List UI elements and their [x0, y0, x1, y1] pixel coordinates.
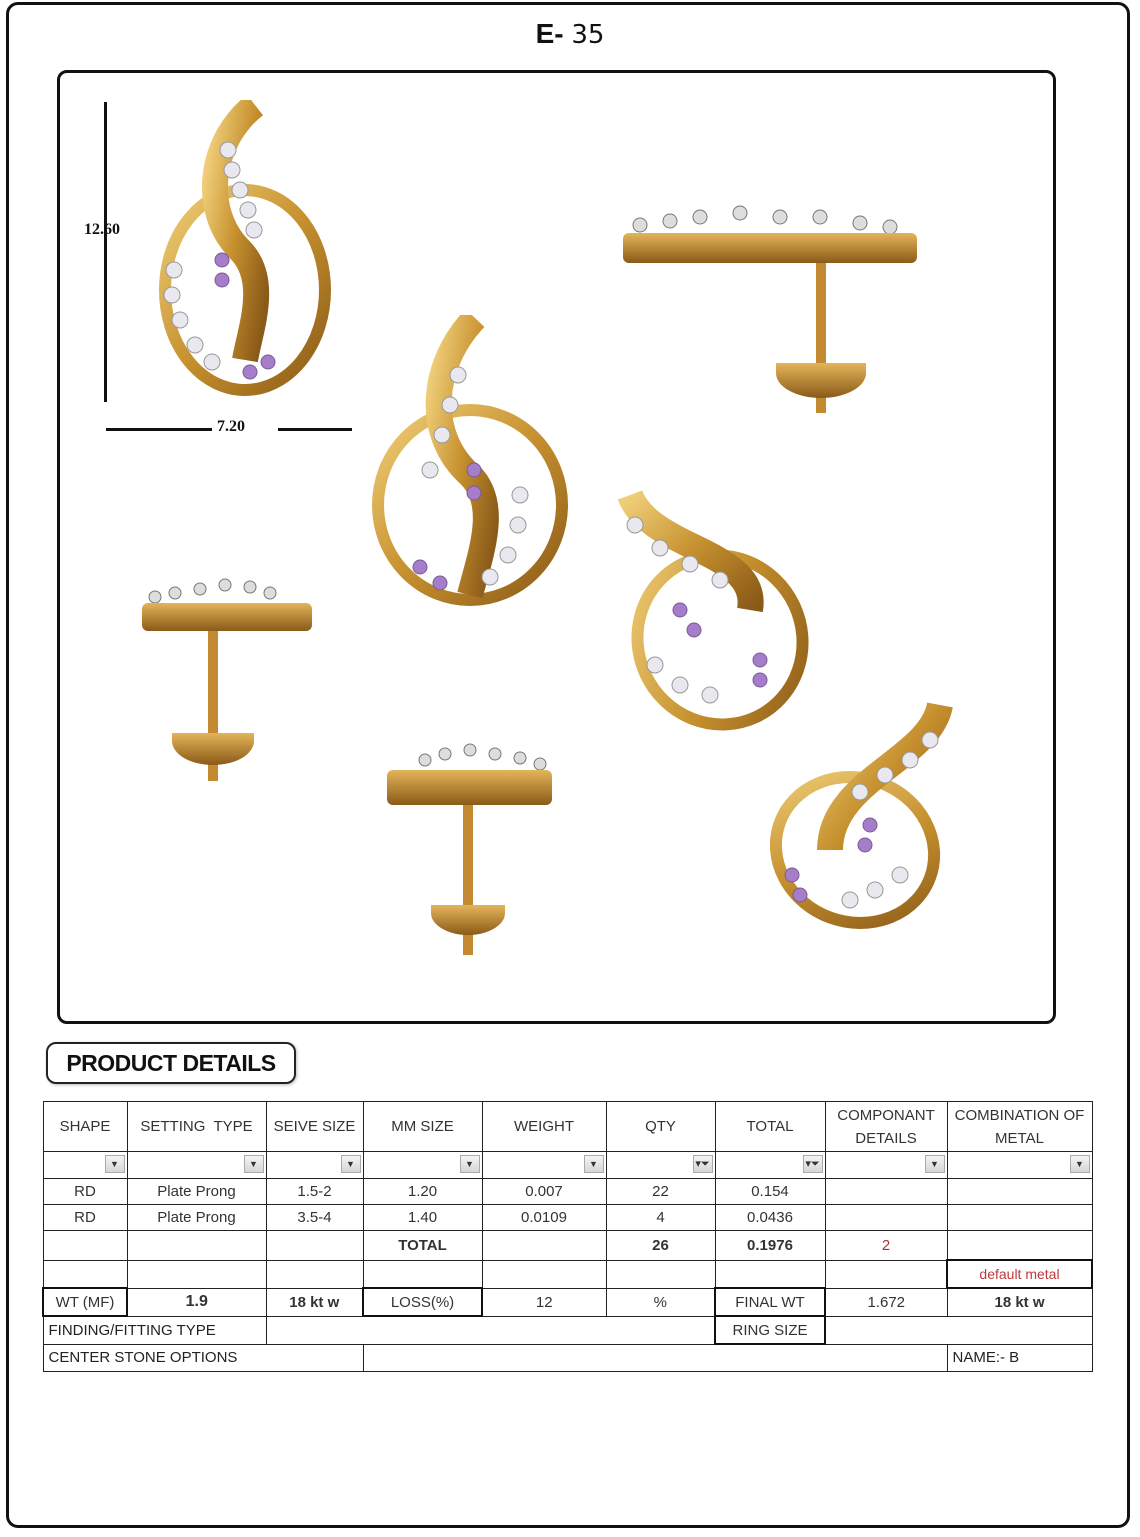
finding-fitting-value — [266, 1316, 715, 1344]
percent-sign: % — [606, 1288, 715, 1316]
loss-value: 12 — [482, 1288, 606, 1316]
earring-side-view-left-image — [140, 575, 315, 785]
filter-cell-metal — [947, 1152, 1092, 1179]
empty-cell — [715, 1260, 825, 1288]
cell-weight: 0.007 — [482, 1179, 606, 1205]
cell-shape: RD — [43, 1179, 127, 1205]
header-mm-size: MM SIZE — [363, 1102, 482, 1152]
name-label: NAME:- B — [947, 1344, 1092, 1372]
wt-mf-label: WT (MF) — [43, 1288, 127, 1316]
header-qty: QTY — [606, 1102, 715, 1152]
dropdown-arrow-icon[interactable]: ▼ — [1070, 1155, 1090, 1173]
center-stone-value — [363, 1344, 947, 1372]
empty-cell — [482, 1231, 606, 1261]
empty-cell — [482, 1260, 606, 1288]
design-code-title — [0, 18, 1140, 50]
dropdown-arrow-icon[interactable]: ▼ — [925, 1155, 945, 1173]
empty-cell — [266, 1260, 363, 1288]
filter-cell-shape — [43, 1152, 127, 1179]
ring-size-value — [825, 1316, 1092, 1344]
filter-cell-setting-type — [127, 1152, 266, 1179]
wt-mf-value: 1.9 — [127, 1288, 266, 1316]
width-dimension-line-right — [278, 428, 352, 431]
cell-seive-size: 1.5-2 — [266, 1179, 363, 1205]
cell-qty: 4 — [606, 1205, 715, 1231]
height-dimension-label: 12.60 — [84, 221, 120, 238]
cell-setting-type: Plate Prong — [127, 1179, 266, 1205]
dropdown-arrow-icon[interactable]: ▼ — [105, 1155, 125, 1173]
empty-cell — [606, 1260, 715, 1288]
total-qty: 26 — [606, 1231, 715, 1261]
header-setting-type: SETTING TYPE — [127, 1102, 266, 1152]
dropdown-arrow-icon[interactable]: ▼ — [341, 1155, 361, 1173]
cell-metal — [947, 1179, 1092, 1205]
cell-weight: 0.0109 — [482, 1205, 606, 1231]
ring-size-label: RING SIZE — [715, 1316, 825, 1344]
total-row — [43, 1231, 1092, 1261]
width-dimension-label: 7.20 — [217, 418, 245, 435]
cell-seive-size: 3.5-4 — [266, 1205, 363, 1231]
earring-tilted-view-image — [610, 490, 810, 735]
cell-qty: 22 — [606, 1179, 715, 1205]
header-total: TOTAL — [715, 1102, 825, 1152]
finding-fitting-label: FINDING/FITTING TYPE — [43, 1316, 266, 1344]
default-metal-label: default metal — [947, 1260, 1092, 1288]
table-header-row — [43, 1102, 1092, 1152]
height-dimension-line — [104, 102, 107, 402]
loss-label: LOSS(%) — [363, 1288, 482, 1316]
total-label: TOTAL — [363, 1231, 482, 1261]
header-componant-details: COMPONANT DETAILS — [825, 1102, 947, 1152]
center-stone-label: CENTER STONE OPTIONS — [43, 1344, 363, 1372]
header-combination-of-metal: COMBINATION OF METAL — [947, 1102, 1092, 1152]
empty-cell — [127, 1231, 266, 1261]
cell-shape: RD — [43, 1205, 127, 1231]
title-number: 35 — [571, 20, 605, 50]
cell-mm-size: 1.20 — [363, 1179, 482, 1205]
finding-row — [43, 1316, 1092, 1344]
filter-row — [43, 1152, 1092, 1179]
header-seive-size: SEIVE SIZE — [266, 1102, 363, 1152]
empty-cell — [825, 1260, 947, 1288]
product-details-heading: PRODUCT DETAILS — [46, 1042, 296, 1084]
filter-cell-total — [715, 1152, 825, 1179]
earring-front-view-image — [150, 100, 340, 400]
center-stone-row — [43, 1344, 1092, 1372]
metal-type: 18 kt w — [266, 1288, 363, 1316]
filter-cell-qty — [606, 1152, 715, 1179]
cell-componant — [825, 1179, 947, 1205]
final-wt-label: FINAL WT — [715, 1288, 825, 1316]
cell-total: 0.154 — [715, 1179, 825, 1205]
empty-cell — [43, 1231, 127, 1261]
table-row — [43, 1205, 1092, 1231]
dropdown-arrow-icon[interactable]: ▼ — [244, 1155, 264, 1173]
cell-total: 0.0436 — [715, 1205, 825, 1231]
cell-setting-type: Plate Prong — [127, 1205, 266, 1231]
filter-cell-mm-size — [363, 1152, 482, 1179]
dropdown-arrow-icon[interactable]: ▼ — [460, 1155, 480, 1173]
empty-cell — [127, 1260, 266, 1288]
cell-componant — [825, 1205, 947, 1231]
empty-cell — [266, 1231, 363, 1261]
product-details-table — [42, 1101, 1093, 1372]
blank-row — [43, 1260, 1092, 1288]
earring-angled-view-image — [370, 315, 570, 610]
total-components: 2 — [825, 1231, 947, 1261]
table-row — [43, 1179, 1092, 1205]
earring-rotated-view-image — [770, 700, 955, 930]
filter-cell-componant — [825, 1152, 947, 1179]
filter-funnel-icon[interactable]: ▾⏷ — [803, 1155, 823, 1173]
width-dimension-line-left — [106, 428, 212, 431]
dropdown-arrow-icon[interactable]: ▼ — [584, 1155, 604, 1173]
cell-metal — [947, 1205, 1092, 1231]
total-weight: 0.1976 — [715, 1231, 825, 1261]
filter-cell-weight — [482, 1152, 606, 1179]
final-metal: 18 kt w — [947, 1288, 1092, 1316]
empty-cell — [947, 1231, 1092, 1261]
empty-cell — [43, 1260, 127, 1288]
empty-cell — [363, 1260, 482, 1288]
filter-cell-seive-size — [266, 1152, 363, 1179]
filter-funnel-icon[interactable]: ▾⏷ — [693, 1155, 713, 1173]
earring-side-view-bottom-image — [385, 740, 555, 955]
cell-mm-size: 1.40 — [363, 1205, 482, 1231]
weight-row — [43, 1288, 1092, 1316]
earring-side-view-right-image — [620, 195, 920, 415]
header-shape: SHAPE — [43, 1102, 127, 1152]
title-prefix: E- — [535, 18, 564, 49]
final-wt-value: 1.672 — [825, 1288, 947, 1316]
header-weight: WEIGHT — [482, 1102, 606, 1152]
